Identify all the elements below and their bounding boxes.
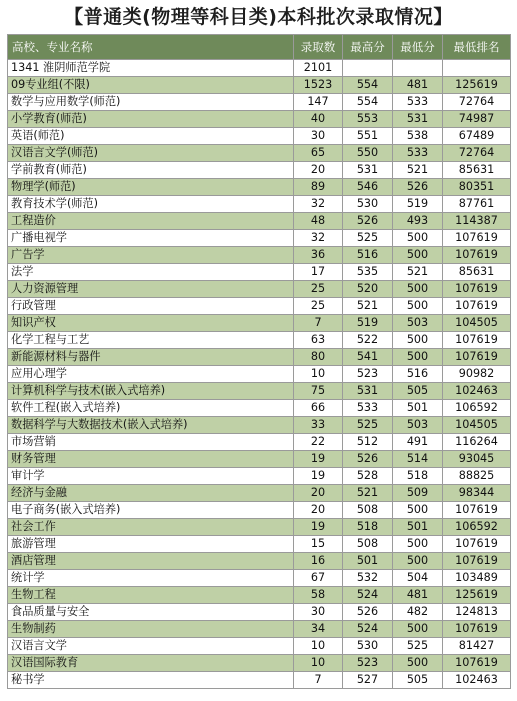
cell-admitted: 10 — [294, 366, 343, 383]
cell-min-score: 500 — [393, 502, 443, 519]
cell-min-rank: 107619 — [443, 655, 511, 672]
cell-max-score: 551 — [343, 128, 393, 145]
cell-min-score: 503 — [393, 417, 443, 434]
cell-min-rank: 90982 — [443, 366, 511, 383]
cell-admitted: 75 — [294, 383, 343, 400]
cell-min-score — [393, 60, 443, 77]
column-header-admitted: 录取数 — [294, 35, 343, 60]
cell-name: 生物制药 — [8, 621, 294, 638]
cell-admitted: 58 — [294, 587, 343, 604]
cell-name: 市场营销 — [8, 434, 294, 451]
cell-min-score: 538 — [393, 128, 443, 145]
cell-admitted: 36 — [294, 247, 343, 264]
cell-min-rank: 74987 — [443, 111, 511, 128]
cell-min-score: 501 — [393, 519, 443, 536]
cell-min-score: 500 — [393, 536, 443, 553]
cell-min-rank: 72764 — [443, 94, 511, 111]
cell-admitted: 66 — [294, 400, 343, 417]
cell-admitted: 25 — [294, 298, 343, 315]
cell-min-rank: 114387 — [443, 213, 511, 230]
cell-max-score: 531 — [343, 162, 393, 179]
cell-name: 物理学(师范) — [8, 179, 294, 196]
cell-min-score: 500 — [393, 655, 443, 672]
cell-admitted: 2101 — [294, 60, 343, 77]
cell-name: 汉语言文学(师范) — [8, 145, 294, 162]
cell-min-rank: 67489 — [443, 128, 511, 145]
cell-min-rank: 87761 — [443, 196, 511, 213]
cell-name: 工程造价 — [8, 213, 294, 230]
table-row — [8, 111, 511, 128]
table-row — [8, 196, 511, 213]
cell-min-score: 519 — [393, 196, 443, 213]
table-row — [8, 553, 511, 570]
cell-min-rank: 107619 — [443, 298, 511, 315]
cell-min-rank: 124813 — [443, 604, 511, 621]
cell-admitted: 40 — [294, 111, 343, 128]
cell-min-score: 505 — [393, 383, 443, 400]
cell-min-score: 516 — [393, 366, 443, 383]
table-row — [8, 77, 511, 94]
cell-max-score: 521 — [343, 298, 393, 315]
cell-min-score: 500 — [393, 230, 443, 247]
cell-admitted: 19 — [294, 519, 343, 536]
cell-min-rank: 85631 — [443, 264, 511, 281]
cell-name: 英语(师范) — [8, 128, 294, 145]
cell-admitted: 30 — [294, 128, 343, 145]
cell-max-score: 532 — [343, 570, 393, 587]
cell-min-rank: 125619 — [443, 77, 511, 94]
cell-min-rank: 107619 — [443, 230, 511, 247]
cell-admitted: 20 — [294, 502, 343, 519]
cell-max-score — [343, 60, 393, 77]
cell-name: 广播电视学 — [8, 230, 294, 247]
cell-name: 汉语国际教育 — [8, 655, 294, 672]
table-header-row — [8, 35, 511, 60]
cell-min-score: 501 — [393, 400, 443, 417]
cell-min-rank: 103489 — [443, 570, 511, 587]
cell-max-score: 554 — [343, 94, 393, 111]
cell-max-score: 518 — [343, 519, 393, 536]
cell-name: 软件工程(嵌入式培养) — [8, 400, 294, 417]
table-row — [8, 519, 511, 536]
cell-min-score: 533 — [393, 94, 443, 111]
cell-name: 行政管理 — [8, 298, 294, 315]
cell-max-score: 521 — [343, 485, 393, 502]
cell-max-score: 516 — [343, 247, 393, 264]
cell-min-rank: 107619 — [443, 536, 511, 553]
cell-name: 教育技术学(师范) — [8, 196, 294, 213]
cell-name: 人力资源管理 — [8, 281, 294, 298]
cell-admitted: 16 — [294, 553, 343, 570]
column-header-min-score: 最低分 — [393, 35, 443, 60]
table-row — [8, 281, 511, 298]
cell-admitted: 80 — [294, 349, 343, 366]
cell-max-score: 541 — [343, 349, 393, 366]
table-row — [8, 145, 511, 162]
cell-min-score: 526 — [393, 179, 443, 196]
cell-name: 广告学 — [8, 247, 294, 264]
cell-min-score: 482 — [393, 604, 443, 621]
cell-min-score: 500 — [393, 332, 443, 349]
cell-max-score: 519 — [343, 315, 393, 332]
cell-admitted: 33 — [294, 417, 343, 434]
cell-name: 数据科学与大数据技术(嵌入式培养) — [8, 417, 294, 434]
table-row — [8, 587, 511, 604]
cell-admitted: 30 — [294, 604, 343, 621]
cell-name: 小学教育(师范) — [8, 111, 294, 128]
cell-admitted: 65 — [294, 145, 343, 162]
cell-name: 电子商务(嵌入式培养) — [8, 502, 294, 519]
cell-max-score: 524 — [343, 621, 393, 638]
cell-admitted: 34 — [294, 621, 343, 638]
cell-max-score: 530 — [343, 638, 393, 655]
cell-name: 酒店管理 — [8, 553, 294, 570]
cell-min-score: 514 — [393, 451, 443, 468]
cell-admitted: 19 — [294, 468, 343, 485]
table-row — [8, 213, 511, 230]
cell-max-score: 550 — [343, 145, 393, 162]
cell-max-score: 512 — [343, 434, 393, 451]
cell-admitted: 10 — [294, 638, 343, 655]
table-row — [8, 128, 511, 145]
cell-min-score: 500 — [393, 281, 443, 298]
table-row — [8, 604, 511, 621]
cell-admitted: 1523 — [294, 77, 343, 94]
cell-min-score: 481 — [393, 587, 443, 604]
admission-table — [7, 34, 511, 689]
cell-min-rank: 72764 — [443, 145, 511, 162]
cell-min-score: 531 — [393, 111, 443, 128]
table-row — [8, 485, 511, 502]
cell-min-rank: 107619 — [443, 281, 511, 298]
table-row — [8, 349, 511, 366]
cell-min-score: 525 — [393, 638, 443, 655]
cell-max-score: 546 — [343, 179, 393, 196]
cell-min-score: 504 — [393, 570, 443, 587]
cell-name: 09专业组(不限) — [8, 77, 294, 94]
cell-name: 新能源材料与器件 — [8, 349, 294, 366]
cell-min-rank: 85631 — [443, 162, 511, 179]
table-row — [8, 570, 511, 587]
cell-name: 审计学 — [8, 468, 294, 485]
cell-name: 生物工程 — [8, 587, 294, 604]
cell-admitted: 17 — [294, 264, 343, 281]
cell-name: 应用心理学 — [8, 366, 294, 383]
cell-min-score: 503 — [393, 315, 443, 332]
cell-max-score: 501 — [343, 553, 393, 570]
cell-min-rank: 88825 — [443, 468, 511, 485]
cell-min-score: 505 — [393, 672, 443, 689]
cell-name: 1341 淮阴师范学院 — [8, 60, 294, 77]
cell-name: 计算机科学与技术(嵌入式培养) — [8, 383, 294, 400]
table-row — [8, 417, 511, 434]
cell-min-rank: 98344 — [443, 485, 511, 502]
table-row — [8, 230, 511, 247]
column-header-min-rank: 最低排名 — [443, 35, 511, 60]
cell-min-score: 533 — [393, 145, 443, 162]
table-row — [8, 621, 511, 638]
table-row — [8, 672, 511, 689]
table-row — [8, 502, 511, 519]
cell-name: 秘书学 — [8, 672, 294, 689]
cell-name: 旅游管理 — [8, 536, 294, 553]
column-header-school-major: 高校、专业名称 — [8, 35, 294, 60]
table-row — [8, 179, 511, 196]
cell-min-score: 493 — [393, 213, 443, 230]
cell-max-score: 508 — [343, 502, 393, 519]
cell-admitted: 7 — [294, 315, 343, 332]
cell-admitted: 22 — [294, 434, 343, 451]
cell-max-score: 508 — [343, 536, 393, 553]
cell-min-rank: 107619 — [443, 502, 511, 519]
cell-admitted: 19 — [294, 451, 343, 468]
cell-name: 统计学 — [8, 570, 294, 587]
cell-admitted: 32 — [294, 196, 343, 213]
cell-name: 食品质量与安全 — [8, 604, 294, 621]
cell-name: 经济与金融 — [8, 485, 294, 502]
cell-admitted: 63 — [294, 332, 343, 349]
cell-max-score: 520 — [343, 281, 393, 298]
cell-min-score: 491 — [393, 434, 443, 451]
cell-name: 知识产权 — [8, 315, 294, 332]
cell-min-rank: 125619 — [443, 587, 511, 604]
cell-max-score: 535 — [343, 264, 393, 281]
cell-min-rank: 104505 — [443, 417, 511, 434]
cell-max-score: 522 — [343, 332, 393, 349]
cell-min-score: 500 — [393, 621, 443, 638]
cell-max-score: 524 — [343, 587, 393, 604]
cell-min-score: 500 — [393, 298, 443, 315]
cell-max-score: 525 — [343, 230, 393, 247]
table-row — [8, 638, 511, 655]
cell-min-rank: 104505 — [443, 315, 511, 332]
cell-name: 数学与应用数学(师范) — [8, 94, 294, 111]
table-row — [8, 383, 511, 400]
cell-min-rank: 107619 — [443, 332, 511, 349]
cell-min-rank: 106592 — [443, 400, 511, 417]
cell-min-rank: 102463 — [443, 383, 511, 400]
cell-max-score: 525 — [343, 417, 393, 434]
cell-admitted: 7 — [294, 672, 343, 689]
cell-min-rank: 81427 — [443, 638, 511, 655]
cell-name: 化学工程与工艺 — [8, 332, 294, 349]
cell-name: 汉语言文学 — [8, 638, 294, 655]
cell-admitted: 89 — [294, 179, 343, 196]
table-row — [8, 655, 511, 672]
cell-min-rank: 107619 — [443, 553, 511, 570]
cell-min-score: 521 — [393, 162, 443, 179]
cell-min-rank: 107619 — [443, 247, 511, 264]
cell-min-rank: 80351 — [443, 179, 511, 196]
table-row — [8, 434, 511, 451]
cell-min-rank: 93045 — [443, 451, 511, 468]
table-row — [8, 536, 511, 553]
cell-max-score: 527 — [343, 672, 393, 689]
cell-min-score: 500 — [393, 247, 443, 264]
table-row — [8, 468, 511, 485]
cell-admitted: 32 — [294, 230, 343, 247]
cell-min-score: 481 — [393, 77, 443, 94]
cell-min-rank: 116264 — [443, 434, 511, 451]
page-title: 【普通类(物理等科目类)本科批次录取情况】 — [64, 6, 453, 28]
cell-min-rank: 106592 — [443, 519, 511, 536]
cell-admitted: 25 — [294, 281, 343, 298]
table-row — [8, 94, 511, 111]
cell-name: 社会工作 — [8, 519, 294, 536]
table-row — [8, 451, 511, 468]
cell-max-score: 523 — [343, 655, 393, 672]
column-header-max-score: 最高分 — [343, 35, 393, 60]
cell-min-score: 500 — [393, 349, 443, 366]
table-row — [8, 400, 511, 417]
table-row — [8, 366, 511, 383]
cell-admitted: 147 — [294, 94, 343, 111]
table-row — [8, 332, 511, 349]
cell-admitted: 67 — [294, 570, 343, 587]
cell-max-score: 523 — [343, 366, 393, 383]
table-row — [8, 247, 511, 264]
cell-max-score: 526 — [343, 604, 393, 621]
cell-min-score: 500 — [393, 553, 443, 570]
cell-max-score: 526 — [343, 213, 393, 230]
cell-max-score: 554 — [343, 77, 393, 94]
cell-min-rank: 107619 — [443, 621, 511, 638]
cell-min-score: 518 — [393, 468, 443, 485]
cell-max-score: 553 — [343, 111, 393, 128]
table-row — [8, 60, 511, 77]
table-row — [8, 298, 511, 315]
table-row — [8, 315, 511, 332]
cell-admitted: 15 — [294, 536, 343, 553]
cell-max-score: 533 — [343, 400, 393, 417]
cell-min-rank: 102463 — [443, 672, 511, 689]
cell-name: 学前教育(师范) — [8, 162, 294, 179]
cell-max-score: 526 — [343, 451, 393, 468]
cell-name: 法学 — [8, 264, 294, 281]
cell-min-score: 521 — [393, 264, 443, 281]
cell-min-rank — [443, 60, 511, 77]
cell-admitted: 20 — [294, 485, 343, 502]
cell-min-score: 509 — [393, 485, 443, 502]
cell-admitted: 10 — [294, 655, 343, 672]
cell-max-score: 531 — [343, 383, 393, 400]
cell-min-rank: 107619 — [443, 349, 511, 366]
cell-admitted: 20 — [294, 162, 343, 179]
table-row — [8, 162, 511, 179]
cell-max-score: 528 — [343, 468, 393, 485]
table-row — [8, 264, 511, 281]
cell-admitted: 48 — [294, 213, 343, 230]
cell-name: 财务管理 — [8, 451, 294, 468]
cell-max-score: 530 — [343, 196, 393, 213]
table-body — [8, 60, 511, 689]
